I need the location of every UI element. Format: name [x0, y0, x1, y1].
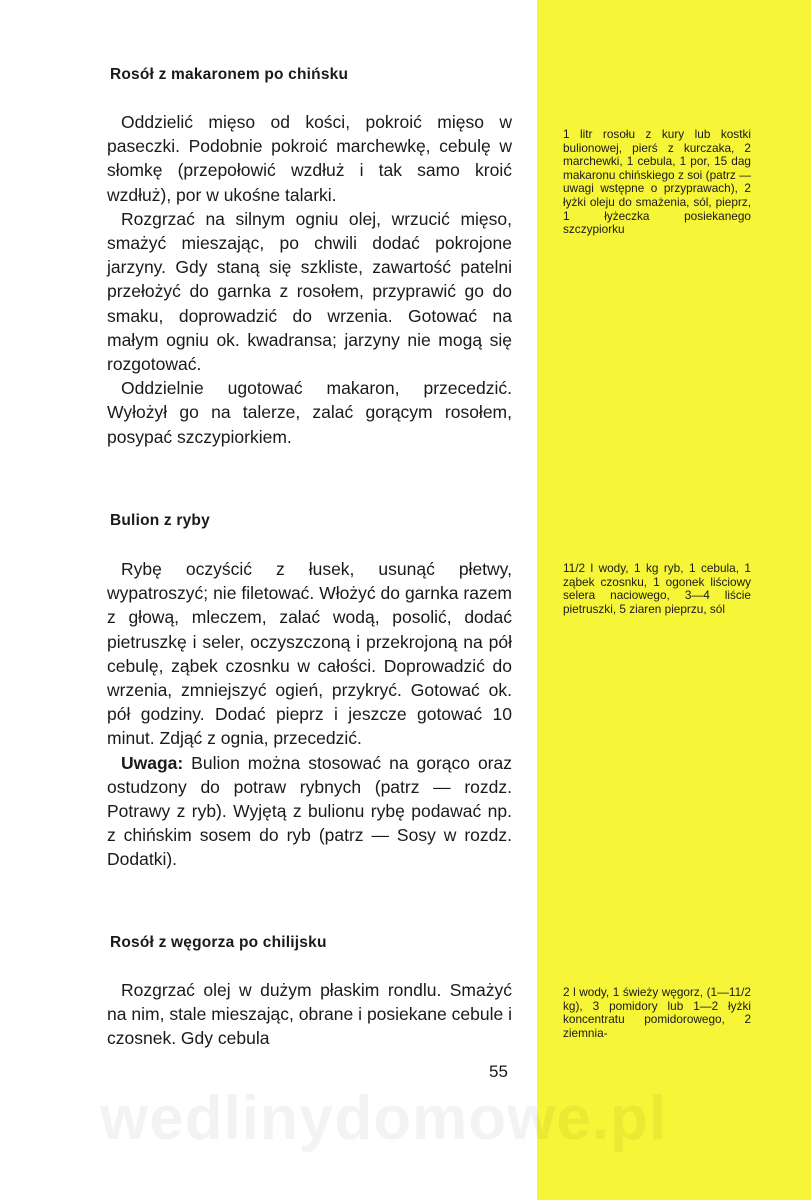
recipe-2-ingredients: 11/2 l wody, 1 kg ryb, 1 cebula, 1 ząbek czosnku, 1 ogonek liściowy selera naciowego, 3—4 liście pietruszki, 5 ziaren pieprzu, sól — [563, 561, 751, 616]
recipe-2-note — [107, 751, 512, 872]
recipe-2-title: Bulion z ryby — [110, 512, 210, 529]
recipe-1-ingredients: 1 litr rosołu z kury lub kostki bulionowej, pierś z kurczaka, 2 marchewki, 1 cebula, 1 por, 15 dag makaronu chińskiego z soi (patrz — uwagi wstępne o przyprawach), 2 łyżki oleju do smażenia, sól, pieprz, 1 łyżeczka posiekanego szczypiorku — [563, 127, 751, 237]
recipe-1-paragraph-3: Oddzielnie ugotować makaron, przecedzić. Wyłożył go na talerze, zalać gorącym rosołem, posypać szczypiorkiem. — [107, 378, 512, 447]
recipe-2-instructions — [107, 557, 512, 872]
recipe-1-paragraph-1: Oddzielić mięso od kości, pokroić mięso w paseczki. Podobnie pokroić marchewkę, cebulę w słomkę (przepołowić wzdłuż i tak samo kroić wzdłuż), por w ukośne talarki. — [107, 112, 512, 205]
recipe-3-title: Rosół z węgorza po chilijsku — [110, 934, 327, 951]
recipe-3-instructions — [107, 978, 512, 1051]
recipe-1-title: Rosół z makaronem po chińsku — [110, 66, 349, 83]
page-number: 55 — [489, 1062, 508, 1081]
recipe-1-instructions — [107, 110, 512, 449]
recipe-1-paragraph-2: Rozgrzać na silnym ogniu olej, wrzucić mięso, smażyć mieszając, po chwili dodać pokrojone jarzyny. Gdy staną się szkliste, zawartość patelni przełożyć do garnka z rosołem, przyprawić go do smaku, doprowadzić do wrzenia. Gotować na małym ogniu ok. kwadransa; jarzyny nie mogą się rozgotować. — [107, 208, 512, 375]
note-text: Bulion można stosować na gorąco oraz ostudzony do potraw rybnych (patrz — rozdz. Potrawy z ryb). Wyjętą z bulionu rybę podawać np. z chińskim sosem do ryb (patrz — Sosy w rozdz. Dodatki). — [107, 752, 512, 870]
recipe-3-ingredients: 2 l wody, 1 świeży węgorz, (1—11/2 kg), 3 pomidory lub 1—2 łyżki koncentratu pomidorowego, 2 ziemnia- — [563, 985, 751, 1040]
note-label: Uwaga: — [121, 752, 184, 773]
watermark — [100, 1083, 667, 1154]
recipe-3-paragraph-1: Rozgrzać olej w dużym płaskim rondlu. Smażyć na nim, stale mieszając, obrane i posiekane cebule i czosnek. Gdy cebula — [107, 980, 512, 1049]
recipe-2-paragraph-1: Rybę oczyścić z łusek, usunąć płetwy, wypatroszyć; nie filetować. Włożyć do garnka razem z głową, mleczem, zalać wodą, posolić, dodać pietruszkę i seler, oczyszczoną i przekrojoną na pół cebulę, ząbek czosnku w całości. Doprowadzić do wrzenia, zmniejszyć ogień, przykryć. Gotować ok. pół godziny. Dodać pieprz i jeszcze gotować 10 minut. Zdjąć z ognia, przecedzić. — [107, 559, 512, 749]
